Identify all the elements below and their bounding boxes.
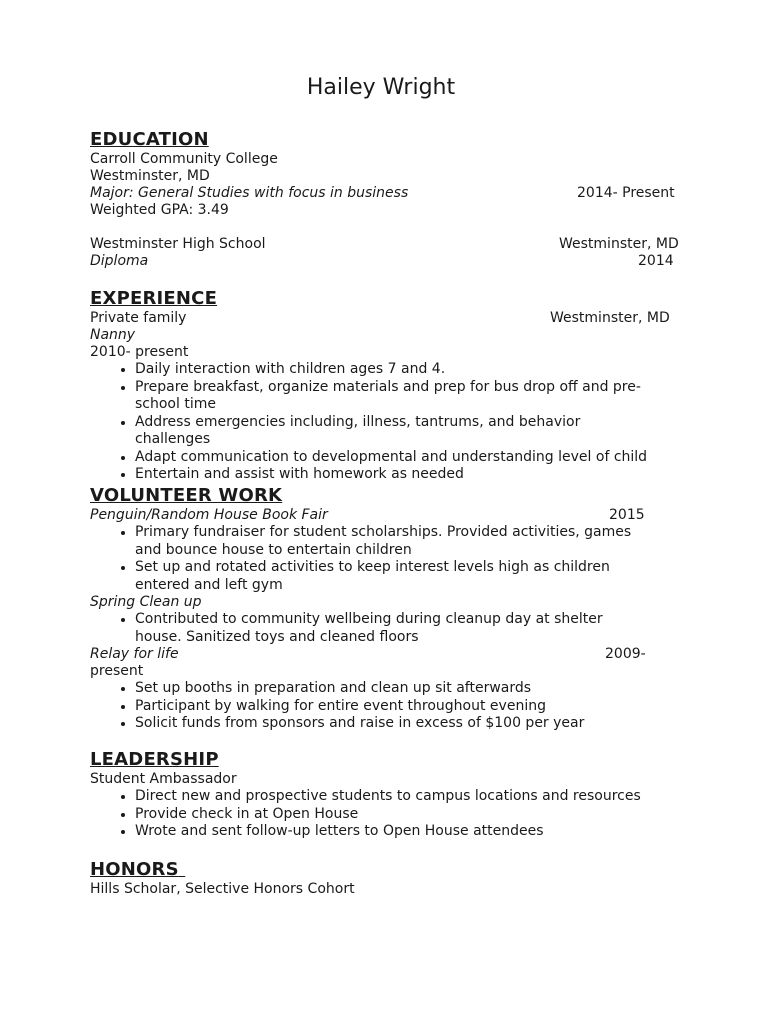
- list-item: • Wrote and sent follow-up letters to Open House attendees: [135, 823, 680, 841]
- gpa: Weighted GPA: 3.49: [90, 202, 229, 218]
- event3-year-cont: present: [90, 663, 144, 679]
- event3-name: Relay for life: [90, 646, 179, 662]
- event1-row: [90, 507, 680, 524]
- list-item: • Prepare breakfast, organize materials and prep for bus drop off and pre-school time: [135, 379, 680, 414]
- highschool-location: Westminster, MD: [559, 236, 679, 252]
- experience-section: [90, 288, 680, 484]
- list-item: • Set up booths in preparation and clean up sit afterwards: [135, 680, 680, 698]
- list-item: • Daily interaction with children ages 7 and 4.: [135, 361, 680, 379]
- diploma-row: [90, 253, 680, 270]
- event2-name: Spring Clean up: [90, 594, 202, 610]
- major-text: Major: General Studies with focus in business: [90, 185, 409, 201]
- list-item: • Entertain and assist with homework as needed: [135, 466, 680, 484]
- job-dates: 2010- present: [90, 344, 189, 360]
- list-item: • Solicit funds from sponsors and raise in excess of $100 per year: [135, 715, 680, 733]
- leadership-section: [90, 749, 680, 841]
- major-row: [90, 185, 680, 202]
- list-item: • Participant by walking for entire event throughout evening: [135, 698, 680, 716]
- list-item: • Adapt communication to developmental and understanding level of child: [135, 449, 680, 467]
- list-item: • Direct new and prospective students to campus locations and resources: [135, 788, 680, 806]
- college-name: Carroll Community College: [90, 151, 278, 167]
- event3-year: 2009-: [605, 646, 646, 662]
- honors-heading: [90, 859, 680, 881]
- resume-name: Hailey Wright: [306, 75, 456, 100]
- experience-list: [90, 361, 680, 484]
- employer-location: Westminster, MD: [550, 310, 670, 326]
- education-section: [90, 129, 680, 270]
- diploma-text: Diploma: [90, 253, 149, 269]
- volunteer-heading: VOLUNTEER WORK: [90, 485, 283, 506]
- event1-year: 2015: [609, 507, 645, 523]
- event1-name: Penguin/Random House Book Fair: [90, 507, 328, 523]
- major-dates: 2014- Present: [577, 185, 675, 201]
- event3-list: [90, 680, 680, 733]
- event3-row: [90, 646, 680, 663]
- list-item: • Address emergencies including, illness, tantrums, and behavior challenges: [135, 414, 680, 449]
- education-heading: EDUCATION: [90, 129, 209, 150]
- job-role: Nanny: [90, 327, 136, 343]
- college-location: Westminster, MD: [90, 168, 210, 184]
- diploma-year: 2014: [638, 253, 674, 269]
- list-item: • Primary fundraiser for student scholarships. Provided activities, games and bounce house to entertain children: [135, 524, 680, 559]
- leadership-role: Student Ambassador: [90, 771, 237, 787]
- leadership-list: [90, 788, 680, 841]
- spacer: [90, 219, 680, 236]
- employer-name: Private family: [90, 310, 187, 326]
- list-item: • Provide check in at Open House: [135, 806, 680, 824]
- list-item: • Contributed to community wellbeing during cleanup day at shelter house. Sanitized toys and cleaned floors: [135, 611, 680, 646]
- event2-list: [90, 611, 680, 646]
- honors-section: [90, 859, 680, 898]
- experience-heading: EXPERIENCE: [90, 288, 218, 309]
- employer-row: [90, 310, 680, 327]
- event1-list: [90, 524, 680, 594]
- list-item: • Set up and rotated activities to keep interest levels high as children entered and left gym: [135, 559, 680, 594]
- volunteer-section: [90, 485, 680, 733]
- highschool-name: Westminster High School: [90, 236, 266, 252]
- leadership-heading: LEADERSHIP: [90, 749, 219, 770]
- honors-text: Hills Scholar, Selective Honors Cohort: [90, 881, 355, 897]
- honors-heading-text: HONORS: [90, 859, 179, 880]
- highschool-row: [90, 236, 680, 253]
